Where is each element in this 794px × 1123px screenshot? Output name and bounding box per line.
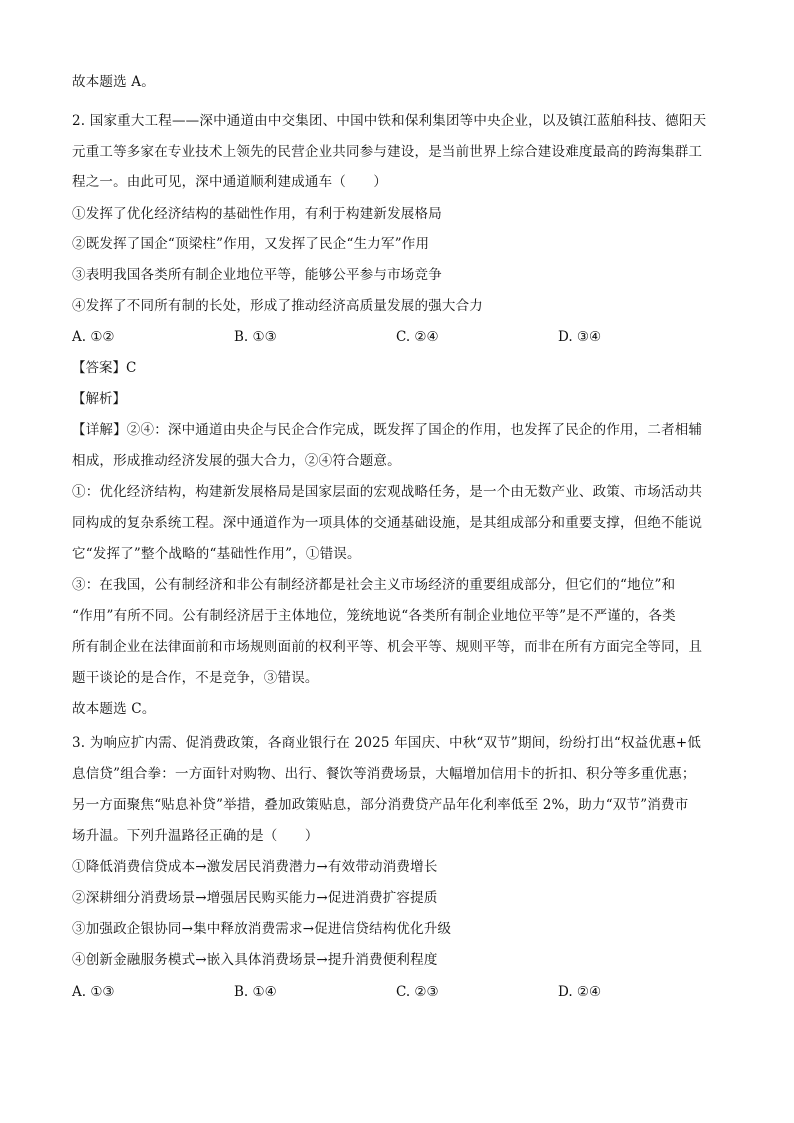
question-3-stem-line-1: 3. 为响应扩内需、促消费政策，各商业银行在 2025 年国庆、中秋“双节”期间，纷纷打出“权益优惠+低 (72, 735, 702, 751)
question-3-option-2: ②深耕细分消费场景→增强居民购买能力→促进消费扩容提质 (72, 890, 438, 906)
question-2-stem-line-1: 2. 国家重大工程——深中通道由中交集团、中国中铁和保利集团等中央企业，以及镇江蓝舶科技、德阳天 (72, 113, 707, 129)
question-3-stem-line-2: 息信贷”组合拳：一方面针对购物、出行、餐饮等消费场景，大幅增加信用卡的折扣、积分等多重优惠； (72, 766, 696, 782)
analysis-line-8: 所有制企业在法律面前和市场规则面前的权利平等、机会平等、规则平等，而非在所有方面完全等同，且 (72, 639, 703, 655)
choice-d: D. ③④ (558, 329, 602, 345)
analysis-label: 【解析】 (72, 391, 126, 407)
question-3-stem-line-4: 场升温。下列升温路径正确的是（ ） (72, 828, 319, 844)
choice-c: C. ②④ (396, 329, 439, 345)
analysis-line-3: ①：优化经济结构，构建新发展格局是国家层面的宏观战略任务，是一个由无数产业、政策、市场活动共 (72, 484, 703, 500)
choice-b: B. ①④ (234, 984, 277, 1000)
analysis-line-1: 【详解】②④：深中通道由央企与民企合作完成，既发挥了国企的作用，也发挥了民企的作用，二者相辅 (72, 422, 703, 438)
question-3-option-3: ③加强政企银协同→集中释放消费需求→促进信贷结构优化升级 (72, 921, 452, 937)
question-2-option-4: ④发挥了不同所有制的长处，形成了推动经济高质量发展的强大合力 (72, 298, 483, 314)
choice-b: B. ①③ (234, 329, 277, 345)
answer-label: 【答案】C (72, 360, 137, 376)
question-3-option-1: ①降低消费信贷成本→激发居民消费潜力→有效带动消费增长 (72, 859, 438, 875)
analysis-line-4: 同构成的复杂系统工程。深中通道作为一项具体的交通基础设施，是其组成部分和重要支撑，但绝不能说 (72, 515, 703, 531)
question-2-option-2: ②既发挥了国企“顶梁柱”作用，又发挥了民企“生力军”作用 (72, 236, 430, 252)
question-2-choices (72, 327, 732, 347)
choice-a: A. ①③ (72, 984, 115, 1000)
choice-d: D. ②④ (558, 984, 602, 1000)
question-3-choices (72, 982, 732, 1002)
analysis-line-5: 它“发挥了”整个战略的“基础性作用”，①错误。 (72, 546, 361, 562)
choice-a: A. ①② (72, 329, 115, 345)
question-3-option-4: ④创新金融服务模式→嵌入具体消费场景→提升消费便利程度 (72, 952, 438, 968)
analysis-line-9: 题干谈论的是合作，不是竞争，③错误。 (72, 670, 319, 686)
question-2-option-3: ③表明我国各类所有制企业地位平等，能够公平参与市场竞争 (72, 267, 442, 283)
question-2-stem-line-2: 元重工等多家在专业技术上领先的民营企业共同参与建设，是当前世界上综合建设难度最高的跨海集群工 (72, 144, 703, 160)
analysis-line-7: “作用”有所不同。公有制经济居于主体地位，笼统地说“各类所有制企业地位平等”是不严谨的，各类 (72, 608, 676, 624)
analysis-line-6: ③：在我国，公有制经济和非公有制经济都是社会主义市场经济的重要组成部分，但它们的“地位”和 (72, 577, 676, 593)
choice-c: C. ②③ (396, 984, 439, 1000)
question-3-stem-line-3: 另一方面聚焦“贴息补贷”举措，叠加政策贴息，部分消费贷产品年化利率低至 2%，助力“双节”消费市 (72, 797, 689, 813)
answer-conclusion-q2: 故本题选 C。 (72, 701, 156, 717)
question-2-stem-line-3: 程之一。由此可见，深中通道顺利建成通车（ ） (72, 174, 388, 190)
answer-conclusion-q1: 故本题选 A。 (72, 74, 155, 90)
analysis-line-2: 相成，形成推动经济发展的强大合力，②④符合题意。 (72, 453, 401, 469)
question-2-option-1: ①发挥了优化经济结构的基础性作用，有利于构建新发展格局 (72, 206, 442, 222)
